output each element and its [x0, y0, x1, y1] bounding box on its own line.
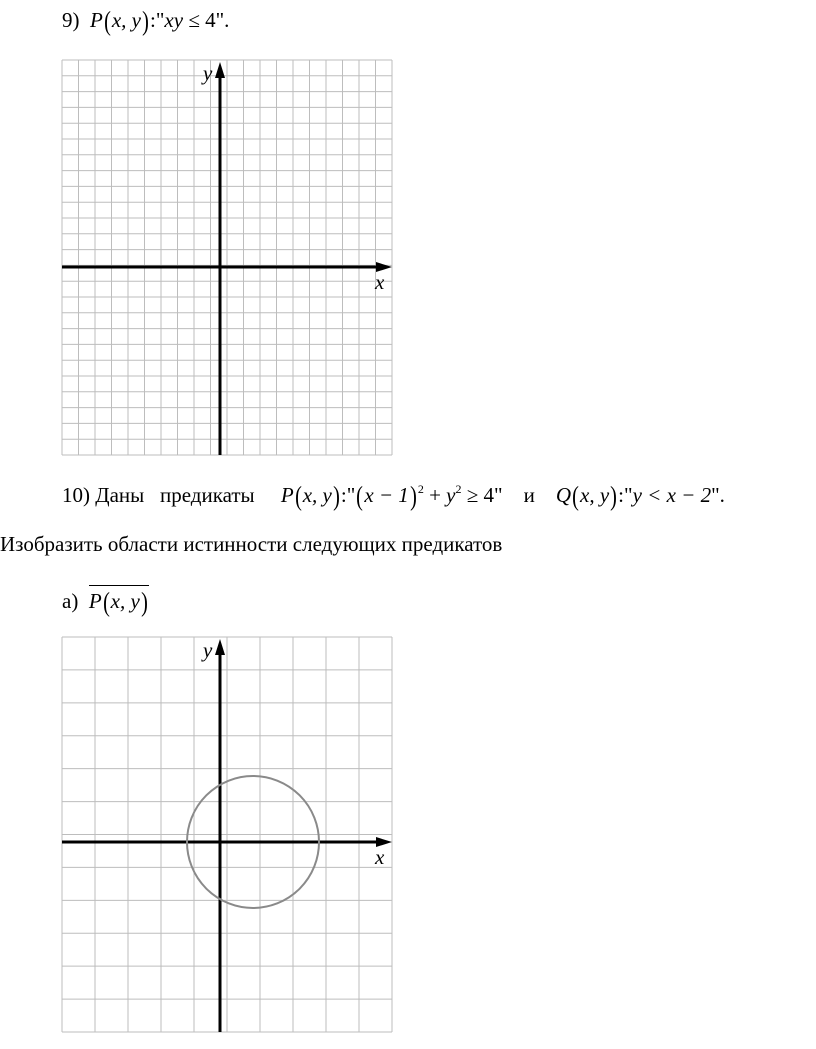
predicate-q-expression: y < x − 2	[632, 483, 712, 507]
y-axis-label: y	[203, 638, 213, 662]
negated-predicate: P(x, y)	[88, 587, 148, 617]
predicate-p-colon: :"	[340, 483, 356, 507]
predicate-p-args: x, y	[302, 483, 332, 507]
problem-intro: Даны предикаты	[95, 483, 255, 507]
predicate-q-end: ".	[711, 483, 725, 507]
predicate-p-y: y	[446, 483, 456, 507]
predicate-p-relation: ≥ 4"	[466, 483, 503, 507]
graph-problem-9	[62, 60, 392, 455]
predicate-p-y-exponent: 2	[455, 482, 462, 496]
part-a-label: а)	[62, 589, 79, 613]
y-axis-arrow	[215, 639, 225, 655]
plus-sign: +	[429, 483, 441, 507]
grid-lines	[62, 637, 392, 1032]
predicate-q-name: Q	[555, 483, 572, 507]
grid-lines	[62, 60, 392, 455]
predicate-q-colon: :"	[618, 483, 633, 507]
predicate-name: P	[90, 8, 103, 32]
part-a-predicate-name: P	[88, 589, 102, 613]
y-axis-arrow	[215, 62, 225, 78]
colon-quote: :"	[149, 8, 165, 32]
y-axis-label: y	[203, 61, 213, 85]
part-a-statement	[62, 585, 149, 616]
predicate-p-inner: x − 1	[364, 483, 409, 507]
expression-variable: xy	[164, 8, 184, 32]
problem-10-statement: 10) Даны предикаты P(x, y):"(x − $1)^2 + y^2 \ge 4$" и Q(x, y):"y < x − 2".	[62, 481, 725, 511]
part-a-predicate-args: x, y	[110, 589, 140, 613]
graph-part-a	[62, 637, 392, 1032]
x-axis-label: x	[375, 845, 385, 869]
predicate-args: x, y	[111, 8, 141, 32]
x-axis-label: x	[375, 270, 385, 294]
problem-9-statement: 9) P(x, y):"xy ≤ 4".	[62, 6, 230, 36]
predicate-p-exponent: 2	[417, 482, 424, 496]
predicate-p-name: P	[280, 483, 294, 507]
problem-number: 10)	[62, 483, 90, 507]
problem-number: 9)	[62, 8, 80, 32]
predicate-q-args: x, y	[580, 483, 610, 507]
task-text: Изобразить области истинности следующих предикатов	[0, 532, 503, 556]
conjunction: и	[523, 483, 535, 507]
expression-relation: ≤ 4".	[188, 8, 230, 32]
